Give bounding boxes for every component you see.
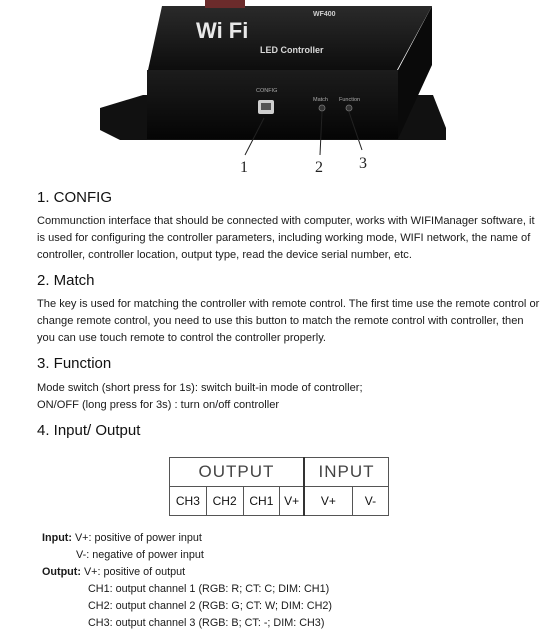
controller-drawing [0,0,556,185]
body-line: ON/OFF (long press for 3s) : turn on/off controller [37,399,280,411]
callout-number-2: 2 [315,159,323,176]
section-body-match [37,296,547,347]
body-line: is used for configuring the controller parameters, including working mode, WIFI network, the name of [37,232,531,244]
output-label: Output: [42,566,81,578]
body-line: controller, controller location, output type, read the device serial number, etc. [37,249,412,261]
section-heading-match: 2. Match [37,272,95,289]
body-line: Mode switch (short press for 1s): switch built-in mode of controller; [37,382,363,394]
product-name: LED Controller [260,45,324,55]
function-button[interactable] [346,105,352,111]
section-heading-function: 3. Function [37,355,112,372]
input-vminus-definition: V-: negative of power input [76,549,204,561]
ch2-definition: CH2: output channel 2 (RGB: G; CT: W; DIM: CH2) [88,600,333,612]
output-definition [42,564,185,581]
device-top-face [148,6,432,70]
output-vplus-text: V+: positive of output [83,566,186,578]
section-heading-config: 1. CONFIG [37,189,113,206]
terminal-input-vplus: V+ [304,487,352,516]
model-label: WF400 [313,11,336,18]
terminal-ch2: CH2 [206,487,243,516]
terminal-block [205,0,245,8]
io-terminal-table [169,457,389,516]
terminal-output-vplus: V+ [280,487,304,516]
body-line: you can use touch remote to control the controller properly. [37,332,327,344]
section-body-config [37,213,547,264]
output-group-header: OUTPUT [170,458,305,487]
section-body-function [37,380,547,414]
body-line: Communction interface that should be connected with computer, works with WIFIManager software, it [37,215,535,227]
section-heading-io: 4. Input/ Output [37,422,141,439]
input-label: Input: [42,532,72,544]
config-port-label: CONFIG [256,88,278,94]
function-port-label: Function [339,97,361,103]
input-group-header: INPUT [304,458,389,487]
wifi-logo: Wi Fi [196,18,249,43]
device-illustration [0,0,556,185]
terminal-input-vminus: V- [352,487,388,516]
match-port-label: Match [313,97,328,103]
body-line: change remote control, you need to use this button to match the remote control with controller, then [37,315,524,327]
ch1-definition: CH1: output channel 1 (RGB: R; CT: C; DIM: CH1) [88,583,330,595]
input-definition [42,530,202,547]
callout-number-3: 3 [359,155,367,172]
match-button[interactable] [319,105,325,111]
ch3-definition: CH3: output channel 3 (RGB: B; CT: -; DIM: CH3) [88,617,325,629]
callout-number-1: 1 [240,159,248,176]
terminal-ch3: CH3 [170,487,207,516]
body-line: The key is used for matching the controller with remote control. The first time use the remote control or [37,298,540,310]
input-vplus-text: V+: positive of power input [74,532,202,544]
terminal-ch1: CH1 [243,487,280,516]
usb-port-socket [261,103,271,110]
